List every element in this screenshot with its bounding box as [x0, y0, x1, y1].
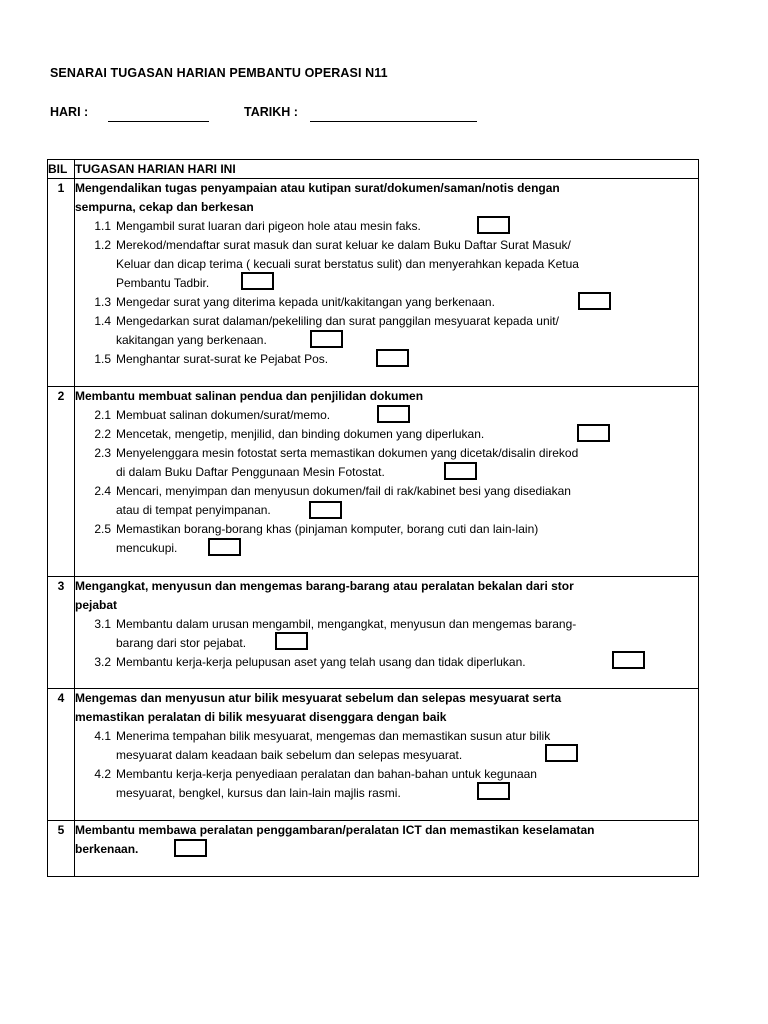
- subtask-2-4: 2.4 Mencari, menyimpan dan menyusun dokumen/fail di rak/kabinet besi yang disediakan atau di tempat penyimpanan.: [94, 484, 571, 517]
- tarikh-field[interactable]: [310, 121, 477, 122]
- section-heading: Membantu membuat salinan pendua dan penjilidan dokumen: [75, 389, 424, 403]
- subtask-2-3: 2.3 Menyelenggara mesin fotostat serta memastikan dokumen yang dicetak/disalin direkod di dalam Buku Daftar Penggunaan Mesin Fotostat.: [94, 446, 579, 479]
- checkbox-2-3[interactable]: [444, 462, 477, 480]
- subtask-1-1: 1.1 Mengambil surat luaran dari pigeon hole atau mesin faks.: [94, 219, 421, 233]
- task-section-1: [48, 179, 699, 387]
- hari-label: HARI :: [50, 105, 89, 119]
- table-header-row: [48, 160, 699, 179]
- section-bil: 3: [48, 577, 75, 689]
- checkbox-2-5[interactable]: [208, 538, 241, 556]
- section-content: [75, 387, 699, 577]
- hari-field[interactable]: [108, 121, 209, 122]
- header-task: TUGASAN HARIAN HARI INI: [75, 160, 699, 179]
- task-section-3: [48, 577, 699, 689]
- subtask-1-2: 1.2 Merekod/mendaftar surat masuk dan surat keluar ke dalam Buku Daftar Surat Masuk/ Keluar dan dicap terima ( kecuali surat berstatus sulit) dan menyerahkan kepada Ketua Pembantu Tadbir.: [94, 238, 579, 290]
- subtask-4-1: 4.1 Menerima tempahan bilik mesyuarat, mengemas dan memastikan susun atur bilik mesyuarat dalam keadaan baik sebelum dan selepas mesyuarat.: [94, 729, 551, 762]
- checkbox-3-2[interactable]: [612, 651, 645, 669]
- section-bil: 5: [48, 821, 75, 877]
- checkbox-1-4[interactable]: [310, 330, 343, 348]
- subtask-3-1: 3.1 Membantu dalam urusan mengambil, mengangkat, menyusun dan mengemas barang- barang dari stor pejabat.: [94, 617, 577, 650]
- subtask-2-2: 2.2 Mencetak, mengetip, menjilid, dan binding dokumen yang diperlukan.: [94, 427, 485, 441]
- checkbox-4-1[interactable]: [545, 744, 578, 762]
- checkbox-1-2[interactable]: [241, 272, 274, 290]
- task-section-4: [48, 689, 699, 821]
- section-content: [75, 689, 699, 821]
- header-bil: BIL: [48, 160, 75, 179]
- task-section-2: [48, 387, 699, 577]
- section-bil: 1: [48, 179, 75, 387]
- subtask-3-2: 3.2 Membantu kerja-kerja pelupusan aset yang telah usang dan tidak diperlukan.: [94, 655, 526, 669]
- tarikh-label: TARIKH :: [244, 105, 298, 119]
- section-heading: Mengendalikan tugas penyampaian atau kutipan surat/dokumen/saman/notis dengan sempurna, cekap dan berkesan: [75, 181, 560, 214]
- section-bil: 2: [48, 387, 75, 577]
- checkbox-4-2[interactable]: [477, 782, 510, 800]
- page-title: SENARAI TUGASAN HARIAN PEMBANTU OPERASI N11: [50, 66, 388, 80]
- checkbox-1-5[interactable]: [376, 349, 409, 367]
- subtask-1-4: 1.4 Mengedarkan surat dalaman/pekeliling dan surat panggilan mesyuarat kepada unit/ kakitangan yang berkenaan.: [94, 314, 559, 347]
- subtask-1-5: 1.5 Menghantar surat-surat ke Pejabat Pos.: [94, 352, 329, 366]
- task-section-5: [48, 821, 699, 877]
- section-content: [75, 821, 699, 877]
- checkbox-3-1[interactable]: [275, 632, 308, 650]
- checkbox-2-1[interactable]: [377, 405, 410, 423]
- section-heading: Mengangkat, menyusun dan mengemas barang-barang atau peralatan bekalan dari stor pejabat: [75, 579, 574, 612]
- checkbox-5[interactable]: [174, 839, 207, 857]
- section-content: [75, 179, 699, 387]
- subtask-4-2: 4.2 Membantu kerja-kerja penyediaan peralatan dan bahan-bahan untuk kegunaan mesyuarat, bengkel, kursus dan lain-lain majlis rasmi.: [94, 767, 537, 800]
- task-table: [47, 159, 699, 877]
- section-bil: 4: [48, 689, 75, 821]
- subtask-2-5: 2.5 Memastikan borang-borang khas (pinjaman komputer, borang cuti dan lain-lain) mencukupi.: [94, 522, 539, 555]
- section-heading: Membantu membawa peralatan penggambaran/peralatan ICT dan memastikan keselamatan berkenaan.: [75, 823, 595, 856]
- subtask-2-1: 2.1 Membuat salinan dokumen/surat/memo.: [94, 408, 331, 422]
- checkbox-1-3[interactable]: [578, 292, 611, 310]
- checkbox-2-4[interactable]: [309, 501, 342, 519]
- section-content: [75, 577, 699, 689]
- section-heading: Mengemas dan menyusun atur bilik mesyuarat sebelum dan selepas mesyuarat serta memastikan peralatan di bilik mesyuarat disenggara dengan baik: [75, 691, 562, 724]
- checkbox-1-1[interactable]: [477, 216, 510, 234]
- checkbox-2-2[interactable]: [577, 424, 610, 442]
- subtask-1-3: 1.3 Mengedar surat yang diterima kepada unit/kakitangan yang berkenaan.: [94, 295, 495, 309]
